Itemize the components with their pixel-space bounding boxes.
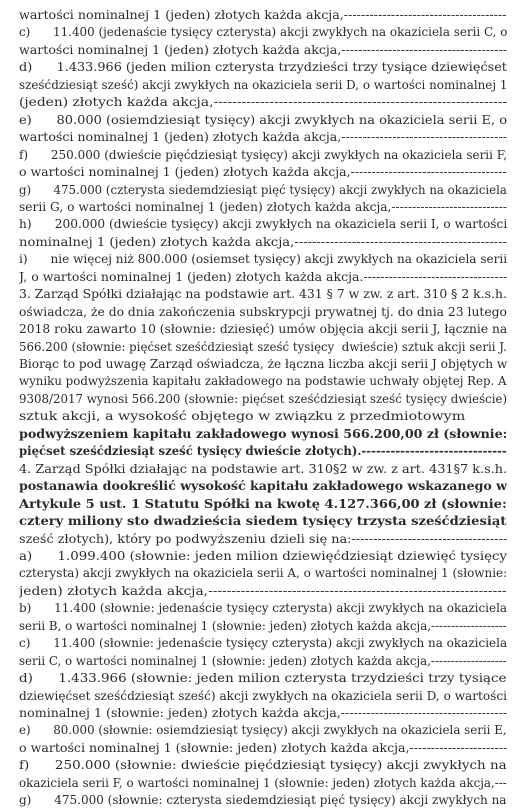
text-line-content: Biorąc to pod uwagę Zarząd oświadcza, że łączna liczba akcji serii J objętych w <box>19 356 507 371</box>
text-line-content: 9308/2017 wynosi 566.200 (słownie: pięćset sześćdziesiąt sześć tysięcy dwieście) <box>19 390 507 406</box>
text-line-content: oświadcza, że do dnia zakończenia subskrypcji prywatnej tj. do dnia 23 lutego <box>19 303 507 319</box>
text-line <box>19 756 507 773</box>
text-line-content: 2018 roku zawarto 10 (słownie: dziesięć) umów objęcia akcji serii J, łącznie na <box>19 321 507 337</box>
text-line <box>19 442 507 459</box>
text-line-content: nominalnej 1 (jeden) złotych każda akcja,------------------------------------------------ <box>19 233 507 249</box>
text-line-content: f) 250.000 (słownie: dwieście pięćdziesiąt tysięcy) akcji zwykłych na <box>19 757 507 773</box>
text-line <box>19 582 507 599</box>
text-line-content: podwyższeniem kapitału zakładowego wynosi 566.200,00 zł (słownie: <box>19 425 507 441</box>
text-line <box>19 181 507 198</box>
text-line-content: postanawia dookreślić wysokość kapitału zakładowego wskazanego w <box>19 478 507 494</box>
text-line-content: c) 11.400 (jedenaście tysięcy czterysta) akcji zwykłych na okaziciela serii C, o <box>19 24 507 40</box>
text-line <box>19 355 507 372</box>
text-line-content: serii G, o wartości nominalnej 1 (jeden) złotych każda akcja,---------------------------- <box>19 198 507 214</box>
text-line-content: wartości nominalnej 1 (jeden) złotych każda akcja,-------------------------------------- <box>19 7 507 22</box>
text-line <box>19 687 507 704</box>
text-line-content: nominalnej 1 (słownie: jeden) złotych każda akcja,--------------------------------------- <box>19 705 507 720</box>
text-line <box>19 390 507 407</box>
text-line-content: d) 1.433.966 (słownie: jeden milion czterysta trzydzieści trzy tysiące <box>19 670 507 686</box>
text-line <box>19 652 507 669</box>
text-line <box>19 41 507 58</box>
text-line-content: a) 1.099.400 (słownie: jeden milion dziewięćdziesiąt dziewięć tysięcy <box>19 547 507 563</box>
text-line <box>19 599 507 616</box>
text-line <box>19 564 507 581</box>
text-line <box>19 617 507 634</box>
text-line-content: c) 11.400 (słownie: jedenaście tysięcy czterysta) akcji zwykłych na okaziciela <box>19 635 507 651</box>
text-line <box>19 215 507 232</box>
text-line <box>19 250 507 267</box>
text-line-content: sześćdziesiąt sześć) akcji zwykłych na okaziciela serii D, o wartości nominalnej 1 <box>19 76 507 92</box>
text-line <box>19 372 507 389</box>
text-line-content: e) 80.000 (słownie: osiemdziesiąt tysięcy) akcji zwykłych na okaziciela serii E, <box>19 722 507 738</box>
text-line <box>19 6 507 23</box>
text-line <box>19 634 507 651</box>
text-line-content: sztuk akcji, a wysokość objętego w związku z przedmiotowym <box>19 408 466 424</box>
text-line-content: b) 11.400 (słownie: jedenaście tysięcy czterysta) akcji zwykłych na okaziciela <box>19 600 507 616</box>
text-line-content: o wartości nominalnej 1 (jeden) złotych każda akcja,------------------------------------- <box>19 164 507 179</box>
text-line-content: 3. Zarząd Spółki działając na podstawie art. 431 § 7 w zw. z art. 310 § 2 k.s.h. <box>19 286 507 302</box>
text-line <box>19 146 507 163</box>
text-line-content: i) nie więcej niż 800.000 (osiemset tysięcy) akcji zwykłych na okaziciela serii <box>19 251 507 267</box>
text-line-content: h) 200.000 (dwieście tysięcy) akcji zwykłych na okaziciela serii I, o wartości <box>19 216 507 232</box>
text-line <box>19 669 507 686</box>
text-line <box>19 303 507 320</box>
text-line <box>19 425 507 442</box>
text-line <box>19 721 507 738</box>
text-line-content: pięćset sześćdziesiąt sześć tysięcy dwieście złotych).------------------------------ <box>19 443 507 459</box>
text-line <box>19 198 507 215</box>
text-line-content: 566.200 (słownie: pięćset sześćdziesiąt sześć tysięcy dwieście) sztuk akcji serii J. <box>19 338 507 354</box>
text-line-content: e) 80.000 (osiemdziesiąt tysięcy) akcji zwykłych na okaziciela serii E, o <box>19 111 507 127</box>
text-line-content: serii C, o wartości nominalnej 1 (słownie: jeden) złotych każda akcja,------------------- <box>19 652 507 668</box>
text-line <box>19 547 507 564</box>
text-line-content: wyniku podwyższenia kapitału zakładowego na podstawie uchwały objętej Rep. A <box>19 373 507 389</box>
text-line-content: g) 475.000 (słownie: czterysta siedemdziesiąt pięć tysięcy) akcji zwykłych na <box>19 792 507 808</box>
text-line-content: okaziciela serii F, o wartości nominalnej 1 (słownie: jeden) złotych każda akcja,--- <box>19 774 507 790</box>
text-line <box>19 704 507 721</box>
text-line <box>19 58 507 75</box>
text-line <box>19 233 507 250</box>
text-line-content: dziewięćset sześćdziesiąt sześć) akcji zwykłych na okaziciela serii D, o wartości <box>19 687 507 703</box>
text-line-content: czterysta) akcji zwykłych na okaziciela serii A, o wartości nominalnej 1 (słownie: <box>19 565 507 581</box>
text-line <box>19 128 507 145</box>
text-line-content: cztery miliony sto dwadzieścia siedem tysięcy trzysta sześćdziesiąt <box>19 513 507 528</box>
text-line-content: wartości nominalnej 1 (jeden) złotych każda akcja,--------------------------------------- <box>19 41 507 57</box>
text-line-content: serii B, o wartości nominalnej 1 (słownie: jeden) złotych każda akcja,------------------- <box>19 617 507 633</box>
text-line <box>19 285 507 302</box>
text-line <box>19 320 507 337</box>
text-line <box>19 111 507 128</box>
text-line-content: o wartości nominalnej 1 (słownie: jeden) złotych każda akcja,----------------------- <box>19 739 507 755</box>
text-line <box>19 774 507 791</box>
text-line-content: g) 475.000 (czterysta siedemdziesiąt pięć tysięcy) akcji zwykłych na okaziciela <box>19 181 507 197</box>
text-line <box>19 407 507 424</box>
text-line <box>19 477 507 494</box>
text-line-content: (jeden) złotych każda akcja,--------------------------------------------------------------- <box>19 94 507 110</box>
text-line-content: J, o wartości nominalnej 1 (jeden) złotych każda akcja.---------------------------------- <box>19 268 507 284</box>
text-line-content: d) 1.433.966 (jeden milion czterysta trzydzieści trzy tysiące dziewięćset <box>19 59 507 75</box>
text-line <box>19 268 507 285</box>
text-line-content: 4. Zarząd Spółki działając na podstawie art. 310§2 w zw. z art. 431§7 k.s.h. <box>19 460 507 476</box>
text-line <box>19 530 507 547</box>
text-line <box>19 163 507 180</box>
text-line <box>19 791 507 808</box>
text-line-content: jeden) złotych każda akcja,---------------------------------------------------------------- <box>19 582 507 598</box>
text-line-content: f) 250.000 (dwieście pięćdziesiąt tysięcy) akcji zwykłych na okaziciela serii F, <box>19 146 507 162</box>
text-line <box>19 76 507 93</box>
text-line <box>19 460 507 477</box>
text-line <box>19 512 507 529</box>
text-line <box>19 338 507 355</box>
text-line <box>19 93 507 110</box>
text-line-content: wartości nominalnej 1 (jeden) złotych każda akcja,--------------------------------------- <box>19 129 507 145</box>
text-line-content: Artykule 5 ust. 1 Statutu Spółki na kwotę 4.127.366,00 zł (słownie: <box>19 495 507 511</box>
text-line <box>19 23 507 40</box>
text-line <box>19 495 507 512</box>
text-line-content: sześć złotych), który po podwyższeniu dzieli się na:------------------------------------ <box>19 530 507 546</box>
text-line <box>19 739 507 756</box>
